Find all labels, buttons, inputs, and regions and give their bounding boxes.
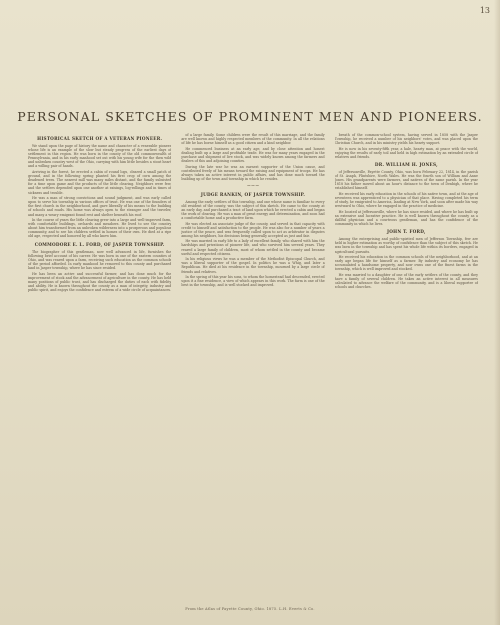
- section-heading: HISTORICAL SKETCH OF A VETERAN PIONEER.: [37, 136, 163, 141]
- paragraph: Among the early settlers of this township, and one whose name is familiar to every old resident of the county, was the subject of this sketch. He came to the county at an early day, and purchased a tract of land upon which he erected a cabin and began the work of clearing. He was a man of great energy and determination, and soon had a comfortable home and a productive farm.: [181, 199, 325, 220]
- paragraph: He received his education in the common schools of the neighborhood, and at an early age began life for himself as a farmer. By industry and economy he has accumulated a handsome property, and now owns one of the finest farms in the township, which is well improved and stocked.: [334, 255, 478, 272]
- paragraph: He received his early education in the schools of his native town, and at the age of seventeen was apprenticed to a physician of that place. Having completed his term of study, he emigrated to America, landing at New York, and soon after made his way westward to Ohio, where he engaged in the practice of medicine.: [334, 192, 478, 209]
- page-title: PERSONAL SKETCHES OF PROMINENT MEN AND PIONEERS.: [17, 109, 483, 125]
- paragraph: He was married in early life to a lady of excellent family, who shared with him the hardships and privations of pioneer life, and who survived him several years. They reared a large family of children, most of whom settled in the county and became useful and respected citizens.: [181, 239, 325, 256]
- paragraph: He located at Jeffersonville, where he has since resided, and where he has built up an extensive and lucrative practice. He is well known throughout the county as a skillful physician and a courteous gentleman, and has the confidence of the community in which he lives.: [334, 209, 478, 227]
- paragraph: He was a man of strong convictions and sound judgment, and was early called upon to serve his township in various offices of trust. He was one of the founders of the first church in the neighborhood, and gave liberally of his means to the building of schools and roads. His home was always open to the stranger and the traveler, and many a weary emigrant found rest and shelter beneath his roof.: [28, 196, 172, 217]
- page-footer: From the Atlas of Fayette County, Ohio. 1875. L.H. Everts & Co.: [185, 607, 315, 611]
- section-heading: COMMODORE E. L. FORD, OF JASPER TOWNSHIP.: [34, 241, 165, 247]
- paragraph: He was married to a daughter of one of the early settlers of the county, and they have a family of several children. He takes an active interest in all measures calculated to advance the welfare of the community, and is a liberal supporter of schools and churches.: [334, 273, 478, 290]
- section-heading: JOHN T. FORD,: [386, 229, 426, 235]
- paragraph: He has been an active and successful farmer, and has done much for the improvement of stock and the advancement of agriculture in the county. He has held many positions of public trust, and has discharged the duties of each with fidelity and ability. He is known throughout the county as a man of integrity, industry and public spirit, and enjoys the confidence and esteem of a wide circle of acquaintances.: [28, 271, 172, 292]
- paragraph: In the spring of this year his sons, to whom the homestead had descended, erected upon it a fine residence, a view of which appears in this work. The farm is one of the best in the township, and is well stocked and improved.: [181, 275, 325, 288]
- paragraph: Among the enterprising and public-spirited men of Jefferson Township, few are held in higher estimation as worthy of confidence than the subject of this sketch. He was born in the township and has spent his whole life within its borders, engaged in agricultural pursuits.: [334, 237, 478, 254]
- paragraph: of a large family. Some children were the result of this marriage, and the family are well known and highly respected members of the community. In all the relations of life he has borne himself as a good citizen and a kind neighbor.: [181, 133, 325, 146]
- page-number: 13: [479, 6, 490, 15]
- section-heading: JUDGE RANKIN, OF JASPER TOWNSHIP.: [200, 191, 306, 197]
- ornament-divider: ~~~: [246, 182, 260, 189]
- text-columns: [28, 133, 478, 598]
- paragraph: of Jeffersonville, Fayette County, Ohio, was born February 22, 1814, in the parish of St. Asaph, Flintshire, North Wales. He was the fourth son of William and Anne Jones. His grandparents were farmers, and natives of the same parish. In the year 1818 his father moved about an hour's distance to the town of Denbigh, where he established himself.: [334, 170, 478, 191]
- paragraph: Arriving in the forest, he erected a cabin of round logs, cleared a small patch of ground, and in the following spring planted his first crop of corn among the deadened trees. The nearest mill was many miles distant, and the family subsisted for a time upon game and the products of the little clearing. Neighbors were few, and the settlers depended upon one another at raisings, log-rollings and in times of sickness and trouble.: [28, 170, 172, 195]
- paragraph: In his religious views he was a member of the Methodist Episcopal Church, and was a liberal supporter of the gospel. In politics he was a Whig, and later a Republican. He died at his residence in the township, mourned by a large circle of friends and relatives.: [181, 257, 325, 274]
- paragraph: In the course of years the little clearing grew into a large and well-improved farm, with comfortable buildings, orchards and meadows. He lived to see the country about him transformed from an unbroken wilderness into a prosperous and populous community, and to see his children settled in homes of their own. He died at a ripe old age, respected and honored by all who knew him.: [28, 218, 172, 239]
- paragraph: He commenced business at an early age, and by close attention and honest dealing built up a large and profitable trade. He was for many years engaged in the purchase and shipment of live stock, and was widely known among the farmers and dealers of this and adjoining counties.: [181, 146, 325, 164]
- paragraph: During the late war he was an earnest supporter of the Union cause, and contributed freely of his means toward the raising and equipment of troops. He has always taken an active interest in public affairs, and has done much toward the building up of the town and township in which he resides.: [181, 164, 325, 181]
- section-heading: DR. WILLIAM H. JONES,: [374, 162, 438, 168]
- paragraph: He was elected an associate judge of the county, and served in that capacity with credit to himself and satisfaction to the people. He was also for a number of years a justice of the peace, and was frequently called upon to act as arbitrator in disputes among his neighbors, his decisions being generally accepted as just and fair.: [181, 221, 325, 238]
- paragraph: breath of the common-school system, having served in 1858 with the Jasper Township, he received a number of his neighbors' votes, and was placed upon the Christian Church, and in his ministry yields his hearty support.: [334, 133, 478, 146]
- paragraph: He is now in his seventy-fifth year, a hale, hearty man, at peace with the world, enjoying the results of early toil and held in high estimation by an extended circle of relatives and friends.: [334, 146, 478, 159]
- column-middle: [181, 133, 324, 598]
- paragraph: We stand upon the page of history the name and character of a venerable pioneer whose life is an example of the slow but steady progress of the earliest days of settlement in this region. He was born in the county of the old commonwealth of Pennsylvania, and in his early manhood set out with his young wife for the then wild and unbroken country west of the Ohio, carrying with him little besides a stout heart and a willing pair of hands.: [28, 144, 172, 169]
- page-edge-shadow: [494, 0, 500, 625]
- column-right: [335, 133, 478, 598]
- column-left: [28, 133, 171, 598]
- paragraph: The biographer of this gentleman, now well advanced in life, furnishes the following brief account of his career. He was born in one of the eastern counties of Ohio, and was reared upon a farm, receiving such education as the common schools of the period afforded. In early manhood he removed to this county and purchased land in Jasper township, where he has since resided.: [28, 249, 172, 270]
